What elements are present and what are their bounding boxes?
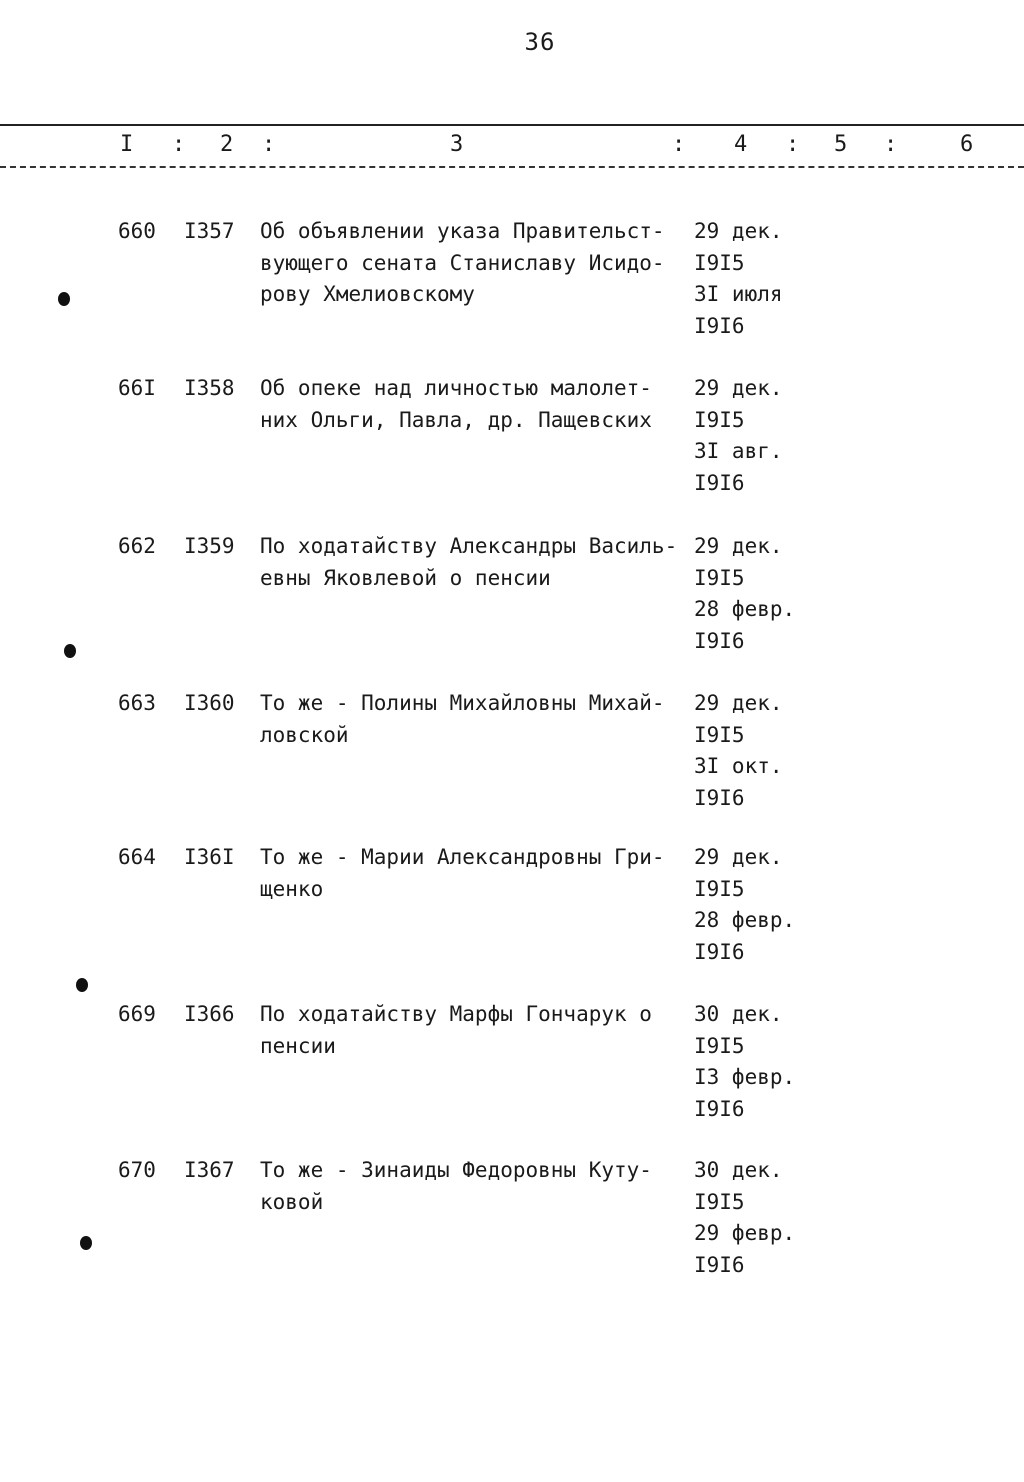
date-line: I3 февр. [694, 1065, 796, 1089]
description-line: По ходатайству Марфы Гончарук о [260, 1002, 652, 1026]
date-line: I9I6 [694, 785, 745, 810]
entry-description [260, 999, 690, 1062]
entry-dates [694, 688, 834, 814]
entry-number: 664 [118, 845, 156, 869]
punch-hole-mark [58, 292, 70, 306]
date-line: I9I5 [694, 1189, 745, 1214]
entry-dates [694, 216, 834, 342]
date-line: 30 дек. [694, 1158, 783, 1182]
date-line: I9I6 [694, 1252, 745, 1277]
entry-number: 662 [118, 534, 156, 558]
entry-number: 663 [118, 691, 156, 715]
entry-code: I367 [184, 1158, 235, 1182]
date-line: 29 дек. [694, 376, 783, 400]
date-line: I9I6 [694, 313, 745, 338]
description-line: Об опеке над личностью малолет- [260, 376, 652, 400]
date-line: 3I июля [694, 282, 783, 306]
description-line: По ходатайству Александры Василь- [260, 534, 678, 558]
entry-description [260, 842, 690, 905]
date-line: 30 дек. [694, 1002, 783, 1026]
entry-description [260, 216, 690, 311]
date-line: 29 дек. [694, 691, 783, 715]
punch-hole-mark [76, 978, 88, 992]
description-line: вующего сената Станиславу Исидо- [260, 250, 665, 275]
date-line: 29 дек. [694, 534, 783, 558]
date-line: I9I5 [694, 1033, 745, 1058]
entry-number: 670 [118, 1158, 156, 1182]
description-line: Об объявлении указа Правительст- [260, 219, 665, 243]
description-line: пенсии [260, 1033, 336, 1058]
description-line: То же - Зинаиды Федоровны Куту- [260, 1158, 652, 1182]
column-separator: : [672, 132, 686, 157]
entry-description [260, 688, 690, 751]
column-header-4: 4 [734, 132, 748, 157]
description-line: евны Яковлевой о пенсии [260, 565, 551, 590]
entry-number: 66I [118, 376, 156, 400]
date-line: I9I5 [694, 250, 745, 275]
column-separator: : [172, 132, 186, 157]
column-header-5: 5 [834, 132, 848, 157]
date-line: 29 дек. [694, 845, 783, 869]
entry-code: I358 [184, 376, 235, 400]
date-line: 3I окт. [694, 754, 783, 778]
punch-hole-mark [64, 644, 76, 658]
date-line: I9I6 [694, 628, 745, 653]
description-line: них Ольги, Павла, др. Пащевских [260, 407, 652, 432]
date-line: I9I5 [694, 565, 745, 590]
header-bottom-rule [0, 166, 1024, 168]
entry-number: 669 [118, 1002, 156, 1026]
entry-number: 660 [118, 219, 156, 243]
entry-dates [694, 373, 834, 499]
entry-code: I360 [184, 691, 235, 715]
date-line: I9I5 [694, 407, 745, 432]
description-line: ковой [260, 1189, 324, 1214]
date-line: 28 февр. [694, 908, 796, 932]
date-line: I9I6 [694, 470, 745, 495]
entry-dates [694, 999, 834, 1125]
entry-dates [694, 531, 834, 657]
column-separator: : [884, 132, 898, 157]
date-line: 29 дек. [694, 219, 783, 243]
punch-hole-mark [80, 1236, 92, 1250]
entry-dates [694, 1155, 834, 1281]
entry-code: I357 [184, 219, 235, 243]
date-line: I9I6 [694, 939, 745, 964]
column-separator: : [786, 132, 800, 157]
entry-description [260, 373, 690, 436]
column-separator: : [262, 132, 276, 157]
header-top-rule [0, 124, 1024, 126]
description-line: ловской [260, 722, 349, 747]
date-line: 29 февр. [694, 1221, 796, 1245]
column-header-2: 2 [220, 132, 234, 157]
description-line: То же - Полины Михайловны Михай- [260, 691, 665, 715]
date-line: I9I5 [694, 876, 745, 901]
date-line: I9I6 [694, 1096, 745, 1121]
description-line: щенко [260, 876, 324, 901]
column-header-6: 6 [960, 132, 974, 157]
page-number: 36 [524, 28, 556, 56]
entry-description [260, 531, 690, 594]
date-line: 3I авг. [694, 439, 783, 463]
date-line: 28 февр. [694, 597, 796, 621]
entry-dates [694, 842, 834, 968]
date-line: I9I5 [694, 722, 745, 747]
entry-code: I359 [184, 534, 235, 558]
entry-description [260, 1155, 690, 1218]
column-header-row [0, 132, 1024, 162]
column-header-1: I [120, 132, 134, 157]
column-header-3: 3 [450, 132, 464, 157]
description-line: То же - Марии Александровны Гри- [260, 845, 665, 869]
entry-code: I36I [184, 845, 235, 869]
description-line: рову Хмелиовскому [260, 282, 475, 306]
entry-code: I366 [184, 1002, 235, 1026]
